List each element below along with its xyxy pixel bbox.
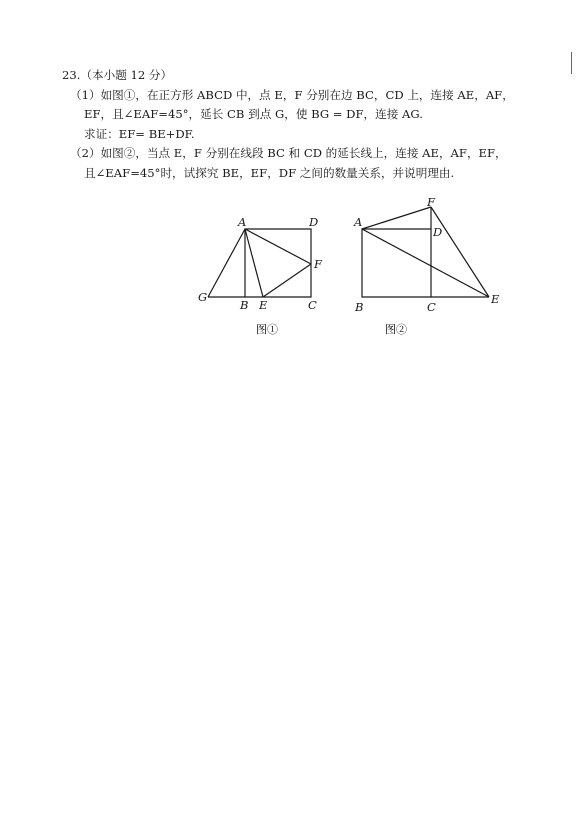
fig2-label-a: A: [354, 215, 363, 229]
part1-line1: （1）如图①，在正方形 ABCD 中，点 E，F 分别在边 BC，CD 上，连接 AE，AF，: [70, 87, 514, 102]
fig2-label-f: F: [427, 195, 435, 209]
fig2-label-c: C: [427, 300, 436, 314]
segment-ae: [362, 229, 489, 297]
fig1-label-f: F: [314, 257, 322, 271]
part2-line1: （2）如图②，当点 E，F 分别在线段 BC 和 CD 的延长线上，连接 AE，AF，EF，: [70, 146, 507, 160]
fig2-label-b: B: [355, 300, 364, 314]
fig2-caption: 图②: [385, 323, 407, 336]
fig1-label-g: G: [198, 290, 208, 304]
fig1-caption: 图①: [256, 323, 278, 336]
figure-2: [362, 207, 489, 297]
fig1-label-a: A: [238, 215, 247, 229]
segment-af: [245, 229, 311, 264]
part1-line2: EF，且∠EAF=45°，延长 CB 到点 G，使 BG = DF，连接 AG.: [84, 107, 423, 121]
part1-line3: 求证：EF= BE+DF.: [84, 126, 195, 141]
fig1-label-c: C: [308, 298, 317, 312]
fig1-label-e: E: [259, 298, 268, 312]
fig2-label-e: E: [491, 292, 500, 306]
fig1-label-d: D: [309, 215, 319, 229]
segment-ae: [245, 229, 263, 297]
segment-ef: [431, 207, 489, 297]
fig2-label-d: D: [433, 225, 443, 239]
geometry-figures: [0, 0, 580, 380]
segment-ef: [263, 264, 311, 297]
figure-1: [208, 229, 311, 297]
segment-ag: [208, 229, 245, 297]
part2-line2: 且∠EAF=45°时，试探究 BE，EF，DF 之间的数量关系，并说明理由.: [84, 165, 455, 180]
square-abcd: [362, 229, 431, 297]
segment-af: [362, 207, 431, 229]
fig1-label-b: B: [240, 298, 249, 312]
problem-header: 23.（本小题 12 分）: [62, 68, 173, 82]
